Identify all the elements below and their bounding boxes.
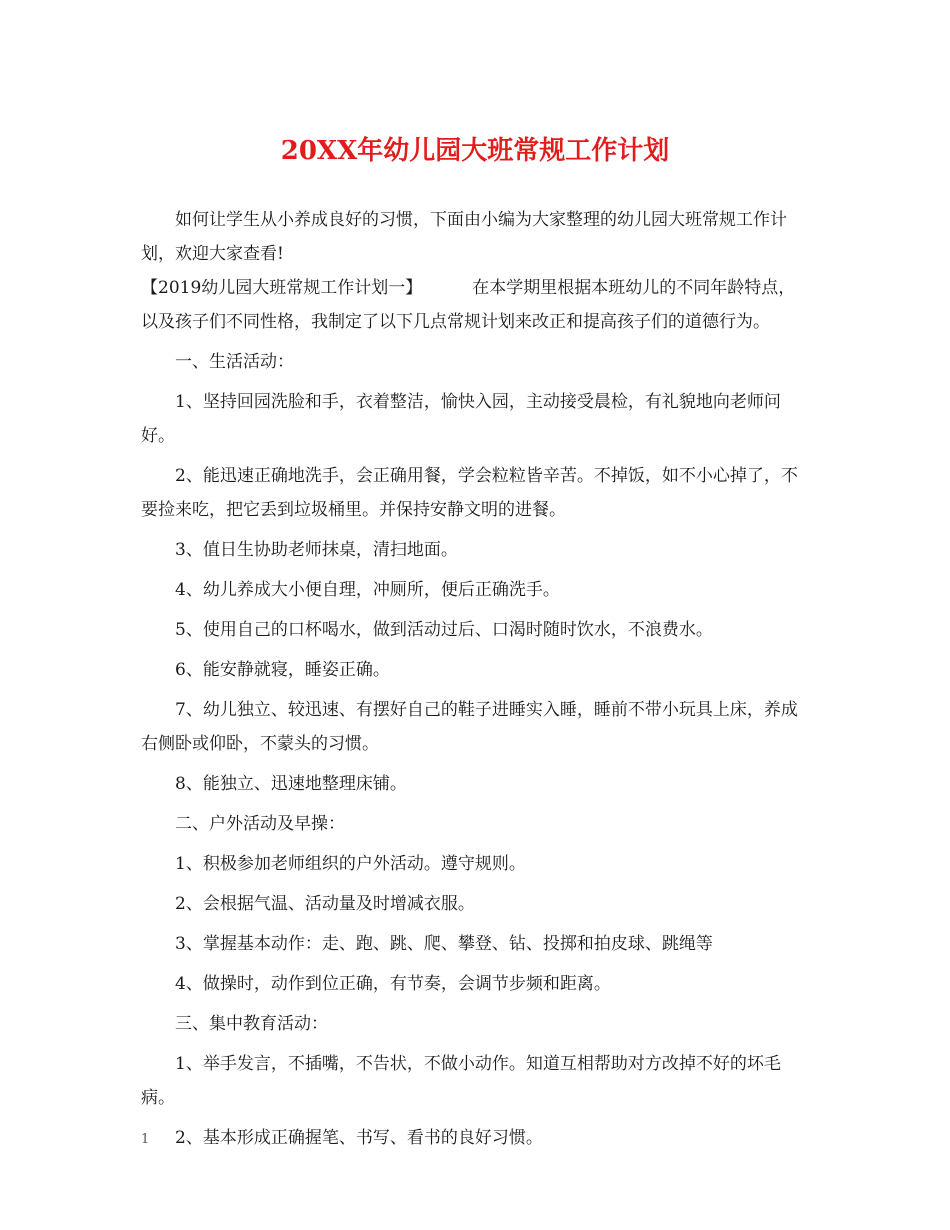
list-item: 1、积极参加老师组织的户外活动。遵守规则。 [175,854,526,874]
list-item: 2、会根据气温、活动量及时增减衣服。 [175,894,475,914]
list-item: 8、能独立、迅速地整理床铺。 [175,774,407,794]
list-item: 3、值日生协助老师抹桌，清扫地面。 [175,540,458,560]
list-item: 7、幼儿独立、较迅速、有摆好自己的鞋子进睡实入睡，睡前不带小玩具上床，养成右侧卧或仰卧，不蒙头的习惯。 [141,700,798,754]
document-title: 20XX年幼儿园大班常规工作计划 [280,136,670,166]
section-heading: 三、集中教育活动： [175,1014,328,1034]
list-item: 3、掌握基本动作：走、跑、跳、爬、攀登、钻、投掷和拍皮球、跳绳等 [175,934,713,954]
intro-paragraph: 如何让学生从小养成良好的习惯，下面由小编为大家整理的幼儿园大班常规工作计划，欢迎大家查看! [141,210,787,264]
page-number: 1 [141,1132,150,1147]
plan-intro: 在本学期里根据本班幼儿的不同年龄特点，以及孩子们不同性格，我制定了以下几点常规计划来改正和提高孩子们的道德行为。 [141,278,796,332]
list-item: 2、基本形成正确握笔、书写、看书的良好习惯。 [175,1128,543,1148]
list-item: 1、举手发言，不插嘴，不告状，不做小动作。知道互相帮助对方改掉不好的坏毛病。 [141,1054,781,1108]
section-heading: 二、户外活动及早操： [175,814,345,834]
section-heading: 一、生活活动： [175,352,294,372]
plan-paragraph [141,271,809,339]
list-item: 4、做操时，动作到位正确，有节奏，会调节步频和距离。 [175,974,611,994]
list-item: 4、幼儿养成大小便自理，冲厕所，便后正确洗手。 [175,580,560,600]
document-body [141,203,809,1155]
list-item: 6、能安静就寝，睡姿正确。 [175,660,390,680]
plan-heading: 【2019幼儿园大班常规工作计划一】 [141,278,423,298]
list-item: 2、能迅速正确地洗手，会正确用餐，学会粒粒皆辛苦。不掉饭，如不小心掉了，不要捡来吃，把它丢到垃圾桶里。并保持安静文明的进餐。 [141,466,798,520]
list-item: 1、坚持回园洗脸和手，衣着整洁，愉快入园，主动接受晨检，有礼貌地向老师问好。 [141,392,781,446]
list-item: 5、使用自己的口杯喝水，做到活动过后、口渴时随时饮水，不浪费水。 [175,620,713,640]
